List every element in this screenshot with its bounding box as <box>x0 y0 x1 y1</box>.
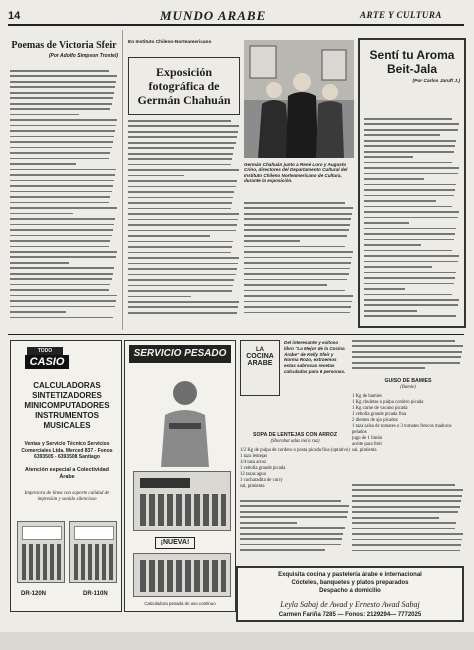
text-line <box>128 268 237 270</box>
text-line <box>244 246 345 248</box>
text-line <box>10 240 110 242</box>
ingredient: jugo de 1 limón <box>352 436 383 441</box>
ad-footnote: Calculadora pesada de uso continuo <box>144 601 216 606</box>
recipe-instructions <box>240 500 350 558</box>
text-line <box>244 273 349 275</box>
text-line <box>240 522 297 524</box>
text-line <box>128 312 237 314</box>
text-line <box>10 97 113 99</box>
text-line <box>128 296 191 298</box>
text-line <box>128 125 239 127</box>
ingredient: 1 Kg de bamies <box>352 394 382 399</box>
text-line <box>10 306 115 308</box>
text-line <box>10 169 116 171</box>
section-rule <box>8 334 464 335</box>
page-bottom-margin <box>0 632 474 650</box>
ingredient: 1/4 taza arroz <box>240 460 267 465</box>
servicio-pesado-ad <box>124 340 236 612</box>
text-line <box>364 151 454 153</box>
text-line <box>128 153 233 155</box>
text-line <box>128 246 232 248</box>
text-line <box>364 206 452 208</box>
text-line <box>128 208 231 210</box>
text-line <box>128 301 239 303</box>
exhibition-photo <box>244 40 354 158</box>
text-line <box>128 175 184 177</box>
recipe-1 <box>240 432 350 490</box>
recipe-title: GUISO DE BAMIES <box>384 378 432 384</box>
article-title: Exposición fotográfica de Germán Chahuán <box>128 57 240 115</box>
calculator-image <box>69 521 117 583</box>
page-number: 14 <box>8 10 21 22</box>
text-line <box>240 511 348 513</box>
text-line <box>364 255 459 257</box>
text-line <box>364 283 454 285</box>
text-line <box>352 484 455 486</box>
model-label: DR-120N <box>21 591 47 597</box>
text-line <box>352 356 461 358</box>
ad-address: Carmen Fariña 7285 — Fonos: 2129294— 7772025 <box>278 612 422 618</box>
text-line <box>10 289 109 291</box>
section-name: ARTE Y CULTURA <box>360 10 442 20</box>
text-line <box>10 267 114 269</box>
text-line <box>10 158 109 160</box>
text-line <box>128 235 210 237</box>
text-line <box>10 317 113 319</box>
text-line <box>364 173 458 175</box>
text-line <box>352 550 460 552</box>
ingredient: 1 cucharadita de curry <box>240 478 283 483</box>
text-line <box>352 340 455 342</box>
text-line <box>244 240 300 242</box>
ingredient: 1 taza lentejas <box>240 454 268 459</box>
text-line <box>244 290 345 292</box>
text-line <box>244 202 345 204</box>
text-line <box>364 184 456 186</box>
ingredient-list <box>352 394 464 454</box>
text-line <box>10 218 115 220</box>
text-line <box>10 180 114 182</box>
text-line <box>244 218 351 220</box>
text-line <box>128 164 231 166</box>
text-line <box>240 505 349 507</box>
text-line <box>364 217 458 219</box>
article-poemas <box>10 40 118 60</box>
text-line <box>244 279 347 281</box>
text-line <box>10 229 113 231</box>
ingredient: 1/2 Kg de pulpa de cordero o posta picada fina (optativo) <box>240 448 350 453</box>
text-line <box>10 207 117 209</box>
recipe-subtitle: (Shorabat adas ma'a ruz) <box>270 439 320 444</box>
text-line <box>364 162 452 164</box>
text-line <box>240 544 341 546</box>
calculator-image <box>17 521 65 583</box>
article-beitjala <box>364 48 460 85</box>
text-line <box>244 295 353 297</box>
article-body-text <box>10 70 118 326</box>
text-line <box>128 306 238 308</box>
ad-details: Ventas y Servicio Técnico Servicios Comerciales Ltda. Merced 837 - Fonos 6393505 - 6393508 Santiago <box>21 441 113 461</box>
text-line <box>10 256 116 258</box>
recipe-intro: Del interesante y exitoso libro "La Mejor de la Cocina Árabe" de Kelly Sfeir y Norma Rozo, extraemos estas sabrosas recetas calculadas para 6 personas. <box>284 340 346 374</box>
text-line <box>352 539 462 541</box>
logo-line: LA <box>256 347 264 353</box>
recipe-subtitle: (Bamie) <box>400 385 416 390</box>
text-line <box>364 134 440 136</box>
text-line <box>364 299 459 301</box>
ad-tab: TODO <box>27 347 63 355</box>
text-line <box>352 533 463 535</box>
text-line <box>240 549 325 551</box>
text-line <box>10 119 117 121</box>
calculator-image <box>133 553 231 597</box>
text-line <box>10 246 109 248</box>
text-line <box>128 290 232 292</box>
text-line <box>244 301 352 303</box>
text-line <box>244 262 351 264</box>
ad-line: Exquisita cocina y pastelería árabe e internacional <box>278 572 422 578</box>
text-line <box>244 284 327 286</box>
text-line <box>10 70 109 72</box>
text-line <box>128 241 233 243</box>
ad-tagline: Impresora de línea con soporte calidad de impresión y sonido silencioso <box>24 491 110 503</box>
text-line <box>10 251 117 253</box>
text-line <box>10 235 112 237</box>
text-line <box>10 92 114 94</box>
text-line <box>128 147 234 149</box>
text-line <box>352 544 461 546</box>
text-line <box>352 500 461 502</box>
text-line <box>10 224 114 226</box>
text-line <box>240 516 347 518</box>
text-line <box>364 140 456 142</box>
text-line <box>364 222 409 224</box>
text-line <box>352 522 456 524</box>
text-line <box>10 191 112 193</box>
text-line <box>364 310 417 312</box>
text-line <box>10 86 115 88</box>
text-line <box>244 213 352 215</box>
text-line <box>352 495 462 497</box>
text-line <box>10 185 113 187</box>
article-exposicion <box>128 40 240 115</box>
sabaj-ad <box>236 566 464 622</box>
text-line <box>10 114 79 116</box>
article-title: Sentí tu Aroma Beit-Jala <box>369 48 455 76</box>
text-line <box>364 123 459 125</box>
text-line <box>10 152 110 154</box>
ingredient: 1 Kg chuletas o pulpa cordero picada <box>352 400 424 405</box>
article-body-text <box>244 202 354 322</box>
text-line <box>364 239 454 241</box>
text-line <box>10 273 113 275</box>
text-line <box>10 125 116 127</box>
text-line <box>364 200 436 202</box>
text-line <box>364 315 456 317</box>
text-line <box>10 141 113 143</box>
text-line <box>10 174 115 176</box>
text-line <box>364 228 456 230</box>
ingredient: 1 Kg carne de vacuno picada <box>352 406 408 411</box>
text-line <box>352 517 439 519</box>
text-line <box>128 136 237 138</box>
text-line <box>352 367 425 369</box>
text-line <box>10 196 110 198</box>
calculator-image <box>133 471 231 531</box>
text-line <box>240 527 345 529</box>
text-line <box>10 136 114 138</box>
ingredient: sal, pimienta <box>240 484 265 489</box>
text-line <box>244 235 347 237</box>
logo-line: COCINA <box>246 353 274 360</box>
text-line <box>10 163 76 165</box>
text-line <box>128 186 236 188</box>
text-line <box>364 167 459 169</box>
ad-attention: Atención especial a Colectividad Árabe <box>25 467 109 480</box>
article-byline: (Por Carlos Jaruft J.) <box>412 79 460 84</box>
text-line <box>352 345 463 347</box>
text-line <box>364 195 454 197</box>
article-byline: (Por Adolfo Simpson Trostel) <box>48 53 118 59</box>
text-line <box>10 278 112 280</box>
text-line <box>10 81 116 83</box>
text-line <box>364 178 424 180</box>
text-line <box>364 294 452 296</box>
publication-title: MUNDO ARABE <box>160 8 267 23</box>
text-line <box>244 229 349 231</box>
casio-logo: CASIO <box>25 355 69 369</box>
ad-names: Leyla Sabaj de Awad y Ernesto Awad Sabaj <box>280 600 420 609</box>
article-kicker: En Instituto Chileno-Norteamericano <box>128 40 212 45</box>
ad-line: Despacho a domicilio <box>319 588 381 594</box>
model-label: DR-110N <box>83 591 108 597</box>
recipe-instructions <box>352 484 464 558</box>
text-line <box>10 295 117 297</box>
text-line <box>364 272 456 274</box>
text-line <box>352 511 458 513</box>
ingredient: 12 tazas agua <box>240 472 266 477</box>
text-line <box>244 224 350 226</box>
text-line <box>128 120 231 122</box>
text-line <box>364 250 452 252</box>
text-line <box>10 103 112 105</box>
text-line <box>240 533 343 535</box>
ad-line: Cócteles, banquetes y platos preparados <box>291 580 409 586</box>
text-line <box>352 351 462 353</box>
text-line <box>128 224 237 226</box>
text-line <box>10 147 112 149</box>
text-line <box>128 197 233 199</box>
text-line <box>10 130 115 132</box>
text-line <box>364 145 455 147</box>
text-line <box>128 158 232 160</box>
person-photo <box>155 375 215 467</box>
text-line <box>364 211 459 213</box>
ad-title: SERVICIO PESADO <box>129 345 231 363</box>
header-rule <box>8 24 464 26</box>
text-line <box>10 108 110 110</box>
text-line <box>364 277 455 279</box>
text-line <box>244 312 350 314</box>
text-line <box>10 213 73 215</box>
photo-caption: Germán Chahuán junto a René Loro y Augusto Crino, directores del Departamento Cultural del Instituto Chileno Norteamericano de Cultura, durante la exposición. <box>244 162 348 184</box>
text-line <box>10 311 66 313</box>
text-line <box>128 257 239 259</box>
column-divider <box>122 30 123 330</box>
recipe-instructions <box>352 340 464 374</box>
text-line <box>352 489 463 491</box>
text-line <box>10 300 116 302</box>
text-line <box>364 266 432 268</box>
text-line <box>128 252 231 254</box>
text-line <box>364 233 455 235</box>
people-photo-icon <box>244 40 354 158</box>
ad-headline: CALCULADORAS SINTETIZADORES MINICOMPUTADORES INSTRUMENTOS MUSICALES <box>24 381 110 430</box>
poem-text <box>364 118 460 322</box>
text-line <box>10 284 110 286</box>
text-line <box>128 202 232 204</box>
text-line <box>364 189 455 191</box>
text-line <box>244 268 350 270</box>
text-line <box>128 213 239 215</box>
text-line <box>128 263 238 265</box>
new-badge: ¡NUEVA! <box>155 537 195 549</box>
text-line <box>364 244 421 246</box>
ingredient: 1 cebolla grande picada fina <box>352 412 407 417</box>
text-line <box>10 202 109 204</box>
logo-line: ARABE <box>247 360 273 367</box>
recipe-title: SOPA DE LENTEJAS CON ARROZ <box>253 432 337 438</box>
text-line <box>128 279 234 281</box>
ingredient: 1 cebolla grande picada <box>240 466 286 471</box>
text-line <box>10 262 69 264</box>
recipe-2 <box>352 378 464 454</box>
text-line <box>352 506 460 508</box>
text-line <box>244 306 351 308</box>
text-line <box>364 129 458 131</box>
text-line <box>244 251 353 253</box>
ingredient: aceite para freír <box>352 442 383 447</box>
text-line <box>128 219 238 221</box>
text-line <box>128 285 233 287</box>
cocina-logo <box>240 340 280 396</box>
ingredient: 2 dientes de ajo picados <box>352 418 398 423</box>
text-line <box>128 169 239 171</box>
text-line <box>10 75 117 77</box>
casio-ad <box>10 340 122 612</box>
ingredient: sal, pimienta <box>352 448 377 453</box>
article-body-text <box>128 120 240 322</box>
text-line <box>240 500 341 502</box>
text-line <box>352 528 455 530</box>
ingredient: 1 taza salsa de tomates o 3 tomates frescos maduros pelados <box>352 424 452 435</box>
text-line <box>128 131 238 133</box>
text-line <box>244 207 353 209</box>
text-line <box>128 230 236 232</box>
text-line <box>364 288 405 290</box>
text-line <box>364 304 458 306</box>
text-line <box>128 191 234 193</box>
text-line <box>244 257 352 259</box>
text-line <box>128 274 236 276</box>
ingredient-list <box>240 448 350 490</box>
text-line <box>364 156 413 158</box>
article-title: Poemas de Victoria Sfeir <box>11 40 117 51</box>
text-line <box>364 118 452 120</box>
text-line <box>128 142 236 144</box>
text-line <box>240 538 342 540</box>
text-line <box>128 180 237 182</box>
text-line <box>352 362 460 364</box>
text-line <box>364 261 458 263</box>
